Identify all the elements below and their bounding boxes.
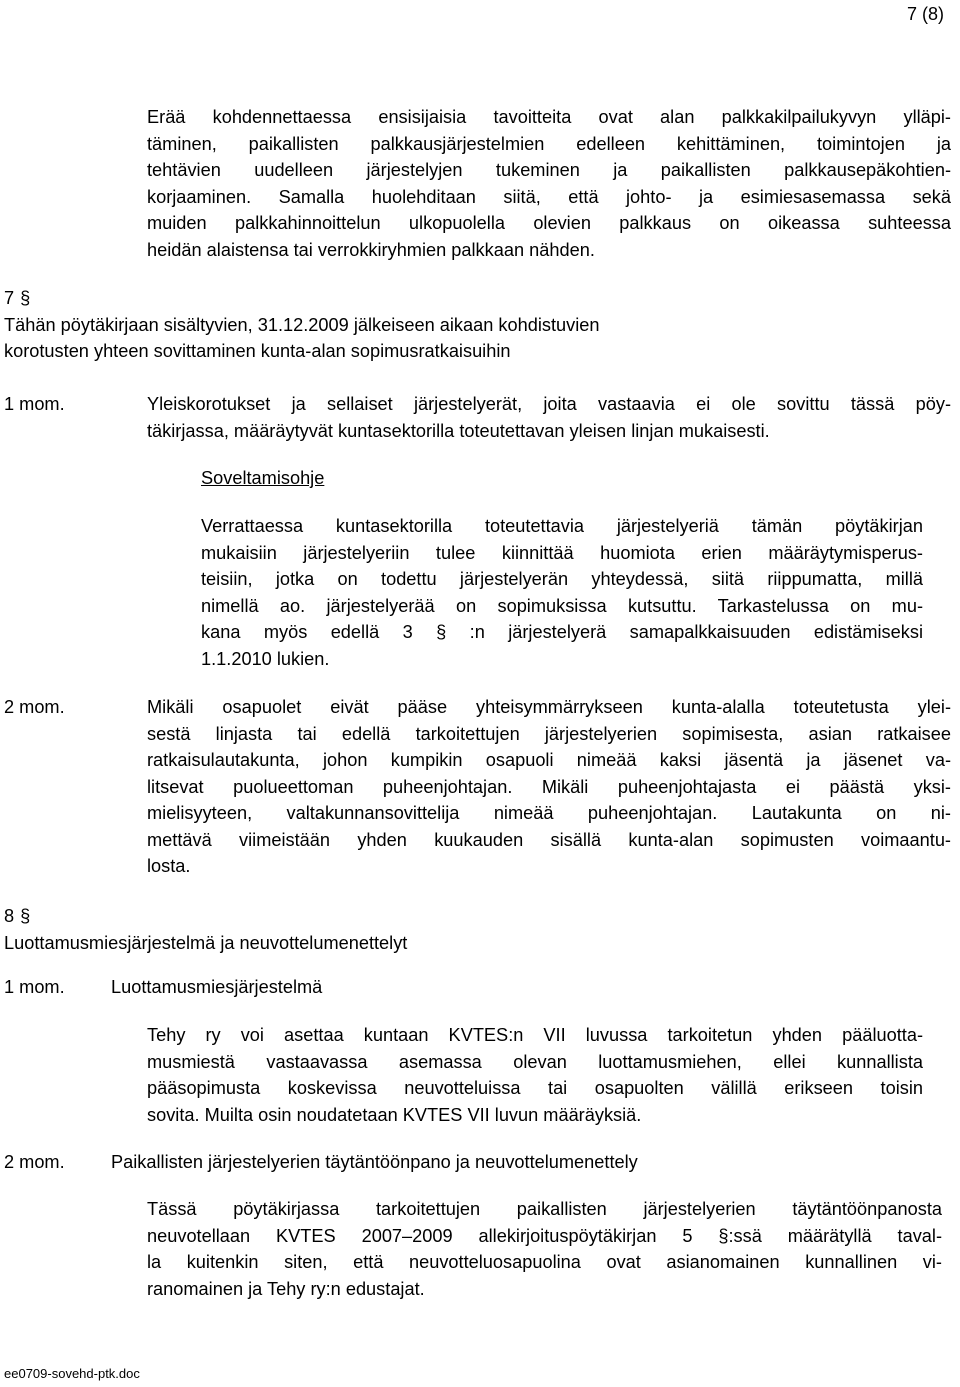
moment-label: 1 mom. — [4, 394, 65, 414]
text-line: mielisyyteen, valtakunnansovittelija nimeää puheenjohtajan. Lautakunta on ni- — [147, 803, 951, 823]
moment-label: 2 mom. — [4, 1152, 65, 1172]
text-line: musmiestä vastaavassa asemassa olevan luottamusmiehen, ellei kunnallista — [147, 1051, 923, 1072]
moment-1-text — [147, 1022, 923, 1128]
text-line: litsevat puolueettoman puheenjohtajan. Mikäli puheenjohtajasta ei päästä yksi- — [147, 776, 951, 797]
footer-filename: ee0709-sovehd-ptk.doc — [4, 1366, 140, 1381]
text-line: teisiin, jotka on todettu järjestelyerän yhteydessä, siitä riippumatta, millä — [201, 569, 923, 589]
text-line: täminen, paikallisten palkkausjärjestelmien edelleen kehittäminen, toimintojen ja — [147, 133, 951, 154]
moment-2-text — [147, 694, 951, 880]
section-title-line: korotusten yhteen sovittaminen kunta-alan sopimusratkaisuihin — [4, 341, 511, 361]
moment-label: 1 mom. — [4, 977, 65, 997]
guidance-text — [201, 513, 923, 672]
text-line: losta. — [147, 856, 191, 876]
text-line: nimellä ao. järjestelyerää on sopimuksissa kutsuttu. Tarkastelussa on mu- — [201, 595, 923, 616]
intro-paragraph — [147, 104, 951, 263]
moment-heading: Paikallisten järjestelyerien täytäntöönpano ja neuvottelumenettely — [111, 1152, 638, 1172]
moment-label: 2 mom. — [4, 697, 65, 717]
section-sign: § — [20, 906, 31, 926]
text-line: sestä linjasta tai edellä tarkoitettujen järjestelyerien sopimisesta, asian ratkaisee — [147, 723, 951, 744]
text-line: mukaisiin järjestelyeriin tulee kiinnittää huomiota erien määräytymisperus- — [201, 542, 923, 563]
guidance-heading: Soveltamisohje — [201, 468, 325, 488]
section-8-heading — [4, 903, 407, 956]
text-line: tehtävien uudelleen järjestelyjen tukeminen ja paikallisten palkkausepäkohtien- — [147, 160, 951, 180]
section-number: 7 — [4, 288, 15, 308]
page-number: 7 (8) — [906, 4, 944, 24]
text-line: korjaaminen. Samalla huolehditaan siitä, että johto- ja esimiesasemassa sekä — [147, 186, 951, 207]
text-line: pääsopimusta koskevissa neuvotteluissa tai osapuolten välillä erikseen toisin — [147, 1078, 923, 1098]
text-line: ratkaisulautakunta, johon kumpikin osapuoli nimeää kaksi jäsentä ja jäsenet va- — [147, 750, 951, 770]
text-line: Tässä pöytäkirjassa tarkoitettujen paikallisten järjestelyerien täytäntöönpanosta — [147, 1199, 942, 1219]
text-line: Mikäli osapuolet eivät pääse yhteisymmärrykseen kunta-alalla toteutetusta ylei- — [147, 697, 951, 717]
moment-1-text — [147, 391, 951, 444]
text-line: kana myös edellä 3 § :n järjestelyerä samapalkkaisuuden edistämiseksi — [201, 622, 923, 642]
text-line: neuvotellaan KVTES 2007–2009 allekirjoituspöytäkirjan 5 §:ssä määrätyllä taval- — [147, 1225, 942, 1246]
text-line: Yleiskorotukset ja sellaiset järjestelyerät, joita vastaavia ei ole sovittu tässä pöy- — [147, 394, 951, 414]
text-line: muiden palkkahinnoittelun ulkopuolella olevien palkkaus on oikeassa suhteessa — [147, 213, 951, 233]
moment-2-text — [147, 1196, 942, 1302]
section-title-line: Tähän pöytäkirjaan sisältyvien, 31.12.2009 jälkeiseen aikaan kohdistuvien — [4, 314, 600, 335]
text-line: Tehy ry voi asettaa kuntaan KVTES:n VII luvussa tarkoitetun yhden pääluotta- — [147, 1025, 923, 1045]
text-line: mettävä viimeistään yhden kuukauden sisällä kunta-alan sopimusten voimaantu- — [147, 829, 951, 850]
text-line: täkirjassa, määräytyvät kuntasektorilla toteutettavan yleisen linjan mukaisesti. — [147, 420, 770, 441]
text-line: la kuitenkin siten, että neuvotteluosapuolina ovat asianomainen kunnallinen vi- — [147, 1252, 942, 1272]
text-line: 1.1.2010 lukien. — [201, 648, 330, 669]
text-line: ranomainen ja Tehy ry:n edustajat. — [147, 1278, 425, 1299]
moment-heading: Luottamusmiesjärjestelmä — [111, 977, 323, 997]
text-line: Verrattaessa kuntasektorilla toteutettavia järjestelyeriä tämän pöytäkirjan — [201, 516, 923, 536]
section-7-heading — [4, 285, 600, 365]
text-line: heidän alaistensa tai verrokkiryhmien palkkaan nähden. — [147, 239, 595, 260]
text-line: Erää kohdennettaessa ensisijaisia tavoitteita ovat alan palkkakilpailukyvyn ylläpi- — [147, 107, 951, 127]
text-line: sovita. Muilta osin noudatetaan KVTES VII luvun määräyksiä. — [147, 1104, 642, 1125]
section-title-line: Luottamusmiesjärjestelmä ja neuvottelumenettelyt — [4, 932, 408, 953]
section-number: 8 — [4, 906, 15, 926]
section-sign: § — [20, 288, 31, 308]
